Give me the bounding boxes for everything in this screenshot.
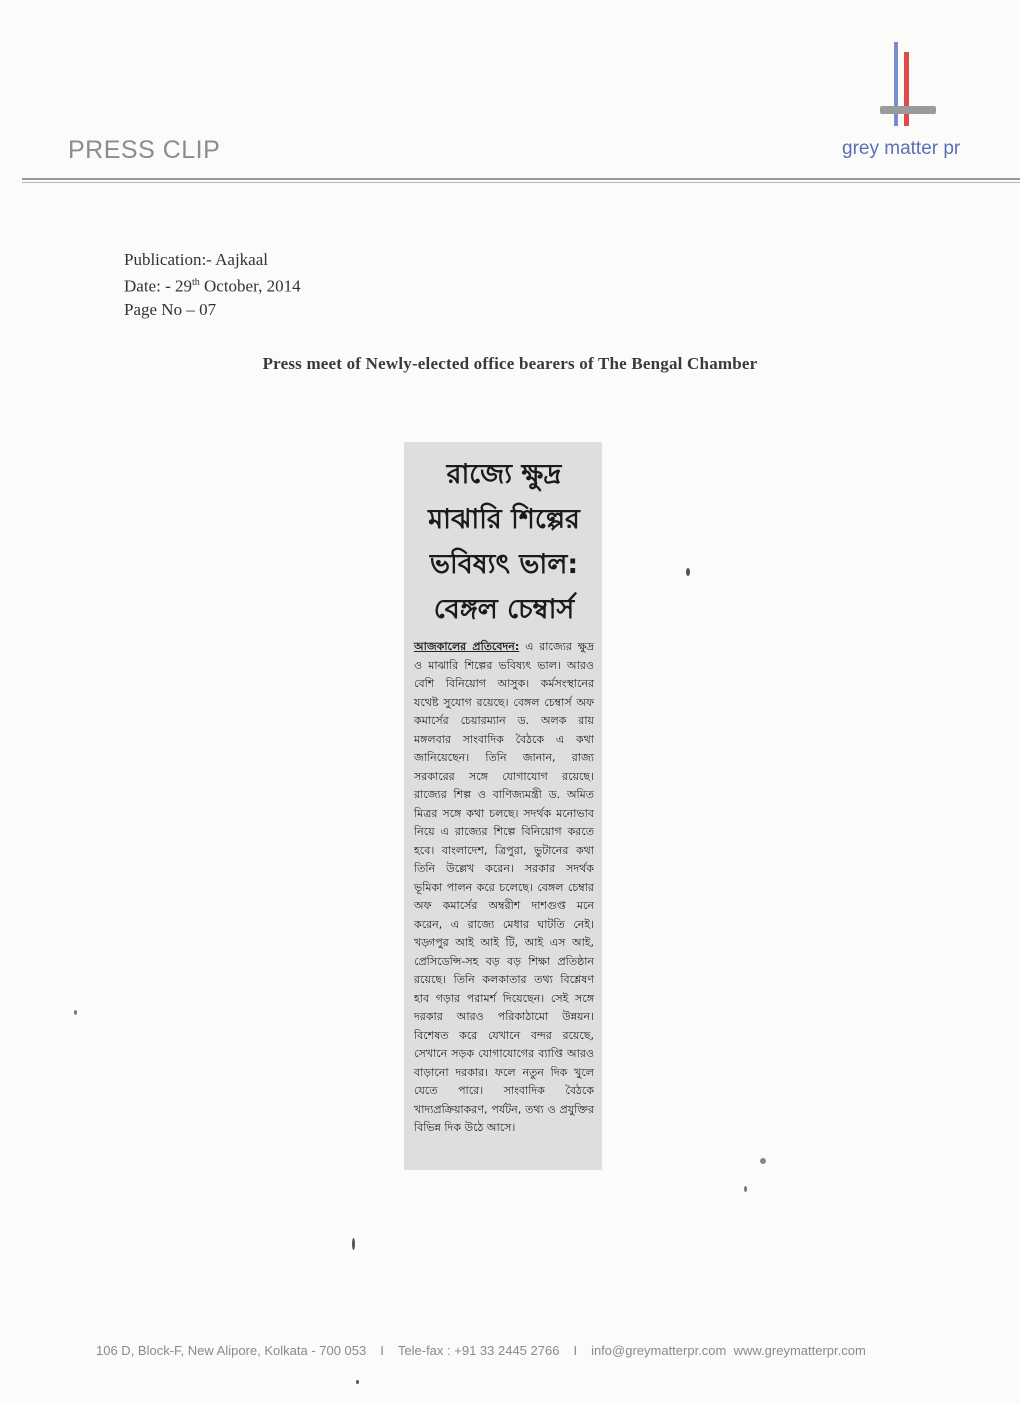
publication-details — [124, 248, 301, 321]
footer-email[interactable]: info@greymatterpr.com — [591, 1343, 727, 1358]
article-body — [414, 638, 594, 1138]
grey-matter-logo — [842, 40, 982, 170]
publication-page-no: Page No – 07 — [124, 299, 217, 319]
publication-date: Date: - 29th October, 2014 — [124, 276, 301, 296]
footer-contact — [96, 1343, 996, 1358]
publication-name: Publication:- Aajkaal — [124, 250, 268, 269]
header-rule-thin — [22, 182, 1020, 183]
footer-address: 106 D, Block-F, New Alipore, Kolkata - 700 053 — [96, 1343, 367, 1358]
logo-text: grey matter pr — [842, 138, 961, 159]
footer-website[interactable]: www.greymatterpr.com — [733, 1343, 866, 1358]
footer-separator: I — [380, 1343, 384, 1358]
scan-speck — [760, 1158, 766, 1164]
clip-headline: Press meet of Newly-elected office bearers of The Bengal Chamber — [262, 354, 758, 373]
footer-separator: I — [573, 1343, 578, 1358]
press-clip-label: PRESS CLIP — [68, 136, 221, 164]
scan-speck — [356, 1380, 359, 1384]
logo-mark-icon — [878, 40, 942, 132]
article-title: রাজ্যে ক্ষুদ্র মাঝারি শিল্পের ভবিষ্যৎ ভাল: বেঙ্গল চেম্বার্স — [428, 459, 580, 625]
newspaper-clipping — [404, 442, 602, 1170]
scan-speck — [686, 568, 690, 576]
scan-speck — [74, 1010, 77, 1015]
header-rule — [22, 178, 1020, 180]
article-text: এ রাজ্যের ক্ষুদ্র ও মাঝারি শিল্পের ভবিষ্যৎ ভাল। আরও বেশি বিনিয়োগ আসুক। কর্মসংস্থানের যথেষ্ট সুযোগ রয়েছে। বেঙ্গল চেম্বার্স অফ কমার্সের চেয়ারম্যান ড. অলক রায় মঙ্গলবার সাংবাদিক বৈঠকে এ কথা জানিয়েছেন। তিনি জানান, রাজ্য সরকারের সঙ্গে যোগাযোগ রয়েছে। রাজ্যের শিল্প ও বাণিজ্যমন্ত্রী ড. অমিত মিত্রর সঙ্গে কথা চলছে। সদর্থক মনোভাব নিয়ে এ রাজ্যের শিল্পে বিনিয়োগ করতে হবে। বাংলাদেশ, ত্রিপুরা, ভুটানের কথা তিনি উল্লেখ করেন। সরকার সদর্থক ভূমিকা পালন করে চলেছে। বেঙ্গল চেম্বার অফ কমার্সের অম্বরীশ দাশগুপ্ত মনে করেন, এ রাজ্যে মেধার ঘাটতি নেই। খড়্গপুর আই আই টি, আই এস আই, প্রেসিডেন্সি-সহ বড় বড় শিক্ষা প্রতিষ্ঠান রয়েছে। তিনি কলকাতার তথ্য বিশ্লেষণ হাব গড়ার পরামর্শ দিয়েছেন। সেই সঙ্গে দরকার আরও পরিকাঠামো উন্নয়ন। বিশেষত করে যেখানে বন্দর রয়েছে, সেখানে সড়ক যোগাযোগের ব্যাপ্তি আরও বাড়ানো দরকার। ফলে নতুন দিক খুলে যেতে পারে। সাংবাদিক বৈঠকে খাদ্যপ্রক্রিয়াকরণ, পর্যটন, তথ্য ও প্রযুক্তির বিভিন্ন দিক উঠে আসে। — [414, 640, 595, 1134]
scan-speck — [352, 1238, 355, 1250]
footer-telefax: Tele-fax : +91 33 2445 2766 — [397, 1343, 560, 1358]
scan-speck — [744, 1186, 747, 1192]
article-byline: আজকালের প্রতিবেদন: — [414, 640, 520, 653]
